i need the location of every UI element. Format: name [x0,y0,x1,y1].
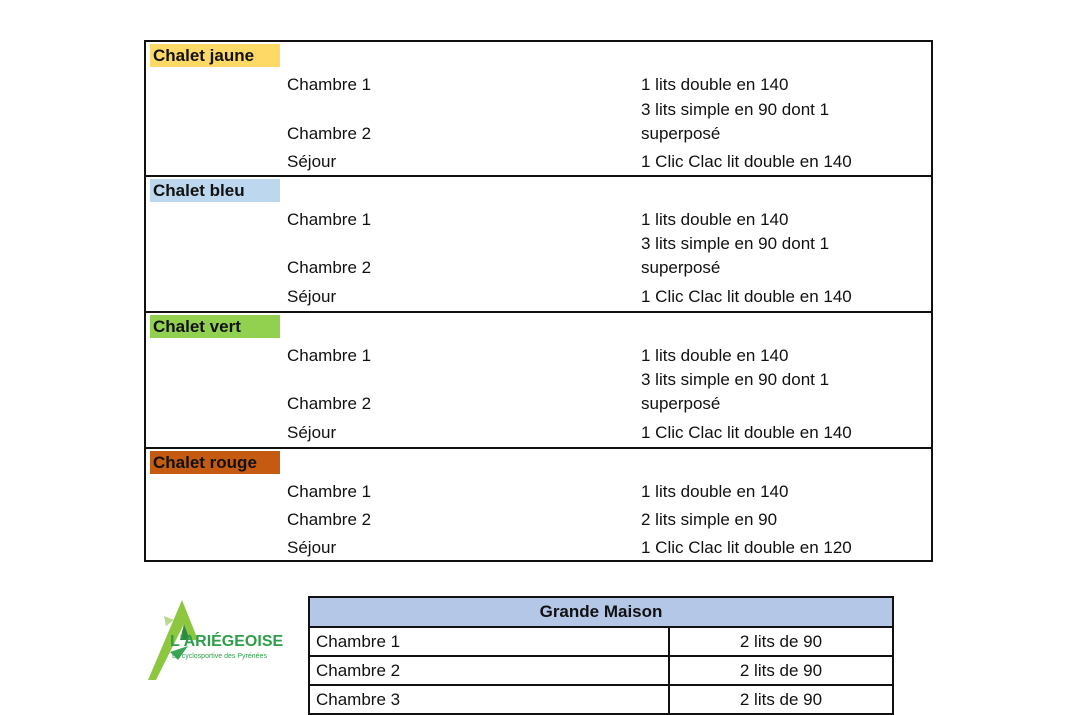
bed-info: 2 lits de 90 [739,632,823,651]
bed-info: 1 lits double en 140 [641,346,789,365]
bed-info: 3 lits simple en 90 dont 1 [641,100,830,119]
room-label: Chambre 1 [287,210,372,229]
room-label: Chambre 2 [310,657,670,684]
room-label: Séjour [287,538,337,557]
room-label: Chambre 2 [287,510,372,529]
bed-info: 2 lits de 90 [739,690,823,709]
room-label: Chambre 2 [287,258,372,277]
bed-info: superposé [641,258,721,277]
room-label: Séjour [287,287,337,306]
chalet-section-vert [146,313,931,449]
chalet-name: Chalet vert [150,315,280,338]
room-label: Chambre 1 [287,75,372,94]
grande-maison-table [308,596,894,715]
table-row [310,686,892,715]
chalet-section-rouge [146,449,931,560]
bed-info: 1 Clic Clac lit double en 140 [641,423,852,442]
bed-info: 1 lits double en 140 [641,482,789,501]
bed-info: superposé [641,124,721,143]
bed-info: 1 Clic Clac lit double en 140 [641,287,852,306]
logo-mark-icon [140,596,290,686]
bed-info: 3 lits simple en 90 dont 1 [641,234,830,253]
bed-info: 1 lits double en 140 [641,75,789,94]
chalet-section-jaune [146,42,931,177]
table-row [310,628,892,657]
bed-info: 1 Clic Clac lit double en 140 [641,152,852,171]
room-label: Chambre 3 [310,686,670,713]
bed-info: 3 lits simple en 90 dont 1 [641,370,830,389]
room-label: Chambre 2 [287,394,372,413]
room-label: Séjour [287,152,337,171]
room-label: Séjour [287,423,337,442]
chalet-name: Chalet rouge [150,451,280,474]
bed-info: 1 lits double en 140 [641,210,789,229]
lariegeoise-logo [140,596,290,686]
bed-info: 2 lits simple en 90 [641,510,778,529]
chalet-name: Chalet bleu [150,179,280,202]
grande-maison-title: Grande Maison [310,598,892,628]
room-label: Chambre 1 [287,346,372,365]
chalets-table [144,40,933,562]
bed-info: superposé [641,394,721,413]
room-label: Chambre 1 [287,482,372,501]
chalet-name: Chalet jaune [150,44,280,67]
bed-info: 1 Clic Clac lit double en 120 [641,538,852,557]
logo-tagline: La cyclosportive des Pyrénées [172,653,267,660]
room-label: Chambre 2 [287,124,372,143]
logo-name: L'ARIÉGEOISE [170,633,284,650]
table-row [310,657,892,686]
chalet-section-bleu [146,177,931,313]
bed-info: 2 lits de 90 [739,661,823,680]
room-label: Chambre 1 [310,628,670,655]
